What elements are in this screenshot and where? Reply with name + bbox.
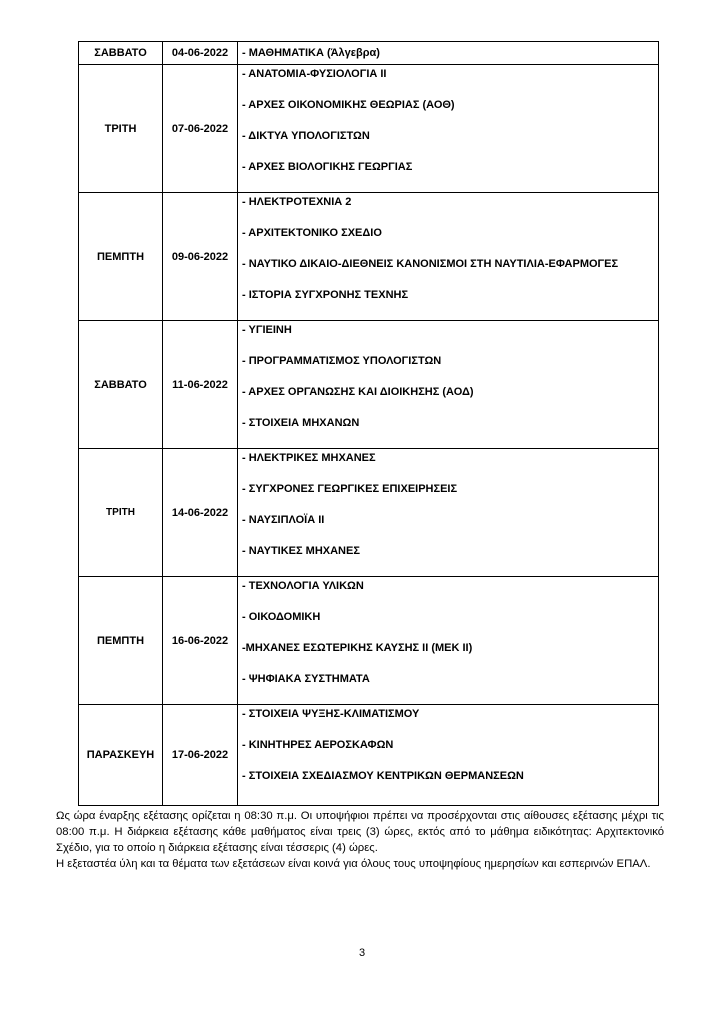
schedule-row	[79, 449, 659, 577]
subject-item: - ΟΙΚΟΔΟΜΙΚΗ	[242, 611, 321, 623]
subject-item: -ΜΗΧΑΝΕΣ ΕΣΩΤΕΡΙΚΗΣ ΚΑΥΣΗΣ ΙΙ (ΜΕΚ ΙΙ)	[242, 642, 473, 654]
subject-item: - ΚΙΝΗΤΗΡΕΣ ΑΕΡΟΣΚΑΦΩΝ	[242, 739, 394, 751]
subject-item: - ΠΡΟΓΡΑΜΜΑΤΙΣΜΟΣ ΥΠΟΛΟΓΙΣΤΩΝ	[242, 355, 442, 367]
exam-day: ΣΑΒΒΑΤΟ	[79, 42, 163, 65]
schedule-row	[79, 321, 659, 449]
subject-item: - ΣΤΟΙΧΕΙΑ ΜΗΧΑΝΩΝ	[242, 417, 360, 429]
exam-day: ΠΕΜΠΤΗ	[79, 577, 163, 705]
exam-date: 16-06-2022	[163, 577, 238, 705]
exam-day: ΤΡΙΤΗ	[79, 65, 163, 193]
exam-subjects	[238, 321, 659, 449]
subject-item: - ΝΑΥΤΙΚΕΣ ΜΗΧΑΝΕΣ	[242, 545, 360, 557]
exam-date: 04-06-2022	[163, 42, 238, 65]
schedule-row	[79, 193, 659, 321]
exam-subjects	[238, 42, 659, 65]
schedule-row	[79, 42, 659, 65]
exam-date: 14-06-2022	[163, 449, 238, 577]
schedule-row	[79, 577, 659, 705]
subject-item: - ΣΤΟΙΧΕΙΑ ΨΥΞΗΣ-ΚΛΙΜΑΤΙΣΜΟΥ	[242, 708, 420, 720]
subject-item: - ΑΡΧΕΣ ΟΡΓΑΝΩΣΗΣ ΚΑΙ ΔΙΟΙΚΗΣΗΣ (ΑΟΔ)	[242, 386, 474, 398]
schedule-row	[79, 705, 659, 806]
subject-item: - ΣΥΓΧΡΟΝΕΣ ΓΕΩΡΓΙΚΕΣ ΕΠΙΧΕΙΡΗΣΕΙΣ	[242, 483, 458, 495]
subject-item: - ΤΕΧΝΟΛΟΓΙΑ ΥΛΙΚΩΝ	[242, 580, 364, 592]
subject-item: - ΣΤΟΙΧΕΙΑ ΣΧΕΔΙΑΣΜΟΥ ΚΕΝΤΡΙΚΩΝ ΘΕΡΜΑΝΣΕΩΝ	[242, 770, 524, 782]
subject-item: - ΑΝΑΤΟΜΙΑ-ΦΥΣΙΟΛΟΓΙΑ ΙΙ	[242, 68, 387, 80]
exam-date: 07-06-2022	[163, 65, 238, 193]
exam-day: ΣΑΒΒΑΤΟ	[79, 321, 163, 449]
subject-item: - ΙΣΤΟΡΙΑ ΣΥΓΧΡΟΝΗΣ ΤΕΧΝΗΣ	[242, 289, 409, 301]
subject-item: - ΝΑΥΤΙΚΟ ΔΙΚΑΙΟ-ΔΙΕΘΝΕΙΣ ΚΑΝΟΝΙΣΜΟΙ ΣΤΗ ΝΑΥΤΙΛΙΑ-ΕΦΑΡΜΟΓΕΣ	[242, 258, 619, 270]
exam-subjects	[238, 705, 659, 806]
subject-item: - ΝΑΥΣΙΠΛΟΪΑ ΙΙ	[242, 514, 325, 526]
subject-item: - ΑΡΧΙΤΕΚΤΟΝΙΚΟ ΣΧΕΔΙΟ	[242, 227, 382, 239]
subject-item: - ΔΙΚΤΥΑ ΥΠΟΛΟΓΙΣΤΩΝ	[242, 130, 370, 142]
subject-item: - ΜΑΘΗΜΑΤΙΚΑ (Άλγεβρα)	[242, 47, 380, 59]
exam-date: 09-06-2022	[163, 193, 238, 321]
exam-day: ΠΕΜΠΤΗ	[79, 193, 163, 321]
exam-day: ΤΡΙΤΗ	[79, 449, 163, 577]
exam-date: 17-06-2022	[163, 705, 238, 806]
exam-subjects	[238, 193, 659, 321]
exam-schedule-table	[78, 41, 659, 806]
schedule-row	[79, 65, 659, 193]
exam-date: 11-06-2022	[163, 321, 238, 449]
exam-day: ΠΑΡΑΣΚΕΥΗ	[79, 705, 163, 806]
note-paragraph: Ως ώρα έναρξης εξέτασης ορίζεται η 08:30 π.μ. Οι υποψήφιοι πρέπει να προσέρχονται στις αίθουσες εξέτασης μέχρι τις 08:00 π.μ. Η διάρκεια εξέτασης κάθε μαθήματος είναι τρεις (3) ώρες, εκτός από το μάθημα ειδικότητας: Αρχιτεκτονικό Σχέδιο, για το οποίο η διάρκεια εξέτασης είναι τέσσερις (4) ώρες.	[56, 810, 664, 854]
subject-item: - ΗΛΕΚΤΡΟΤΕΧΝΙΑ 2	[242, 196, 352, 208]
subject-item: - ΥΓΙΕΙΝΗ	[242, 324, 292, 336]
subject-item: - ΑΡΧΕΣ ΒΙΟΛΟΓΙΚΗΣ ΓΕΩΡΓΙΑΣ	[242, 161, 413, 173]
subject-item: - ΑΡΧΕΣ ΟΙΚΟΝΟΜΙΚΗΣ ΘΕΩΡΙΑΣ (ΑΟΘ)	[242, 99, 455, 111]
note-paragraph: Η εξεταστέα ύλη και τα θέματα των εξετάσεων είναι κοινά για όλους τους υποψηφίους ημερησίων και εσπερινών ΕΠΑΛ.	[56, 858, 651, 870]
page-number: 3	[358, 947, 366, 959]
exam-subjects	[238, 449, 659, 577]
subject-item: - ΨΗΦΙΑΚΑ ΣΥΣΤΗΜΑΤΑ	[242, 673, 370, 685]
exam-subjects	[238, 577, 659, 705]
subject-item: - ΗΛΕΚΤΡΙΚΕΣ ΜΗΧΑΝΕΣ	[242, 452, 376, 464]
exam-notes	[56, 808, 664, 872]
exam-subjects	[238, 65, 659, 193]
